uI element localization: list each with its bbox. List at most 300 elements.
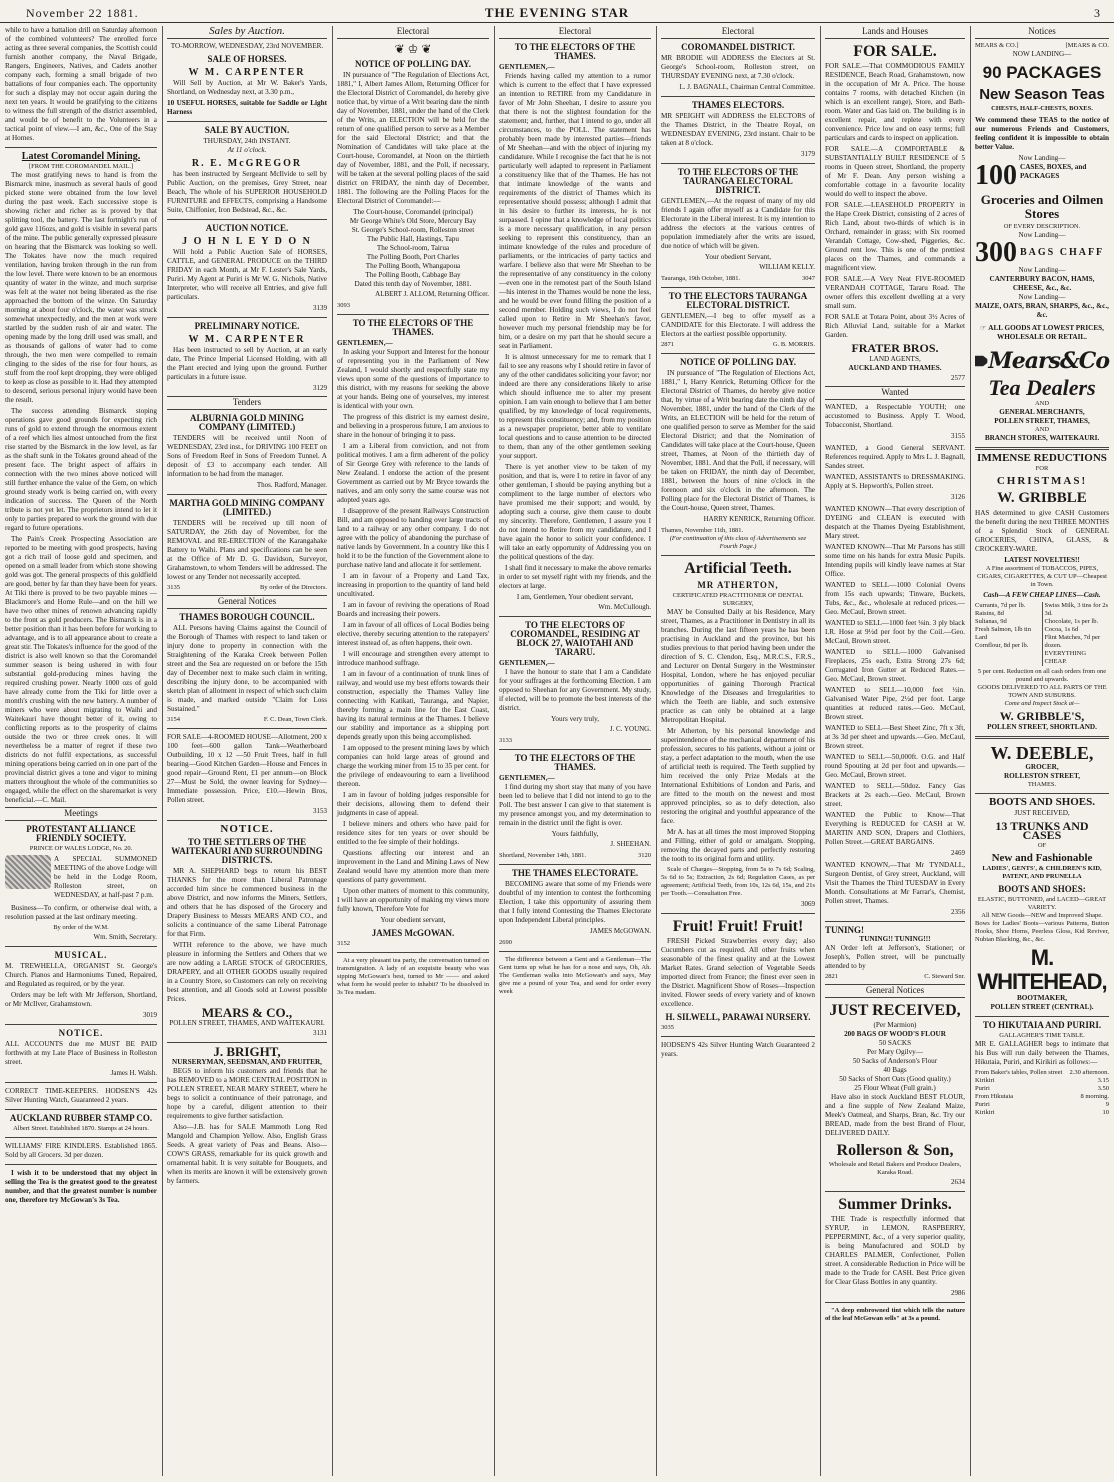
- column-1: [2, 26, 160, 1476]
- price-item: Fresh Salmon, 1lb tin: [975, 626, 1031, 633]
- address-title: TO THE ELECTORS OF COROMANDEL, RESIDING AT BLOCK 27, WAIOTAHI AND TARARU.: [510, 620, 640, 657]
- teeth-scale: Scale of Charges—Stopping, from 5s to 7s 6d; Scaling, 5s 6d to 5s; Extraction, 2s 6d; Regulation Cases, as per agreement; Artificial Teeth, from 10s, 12s 6d, 15s, and 21s per Tooth.—Consultation Free.: [661, 866, 815, 897]
- address-signature: WILLIAM KELLY.: [759, 263, 815, 271]
- mears-address: POLLEN STREET, THAMES, AND WAITEKAURI.: [169, 1019, 325, 1027]
- divider: [499, 616, 651, 617]
- inspect-note: Come and Inspect Stock at—: [1004, 700, 1080, 707]
- electoral-header: Electoral: [337, 26, 489, 39]
- divider: [661, 1036, 815, 1037]
- address-signature: J. C. YOUNG.: [609, 725, 651, 733]
- drinks-title: Summer Drinks.: [838, 1196, 952, 1213]
- column-rule: [494, 26, 495, 1476]
- tender-signature: Thos. Radford, Manager.: [256, 481, 327, 489]
- teeth-paragraph: Mr Atherton, by his personal knowledge and superintendence of the mechanical department of his profession, secures to his patients, without a joint or stay, a perfect adaptation to the mouth, when the use of artificial teeth is required. The Teeth supplied by him received the only Prize Medals at the International Exhibitions of London and Paris, and are fitted to the mouth on the newest and most approved principles, so as to defy detection, also restoring the original and youthful appearance of the face.: [661, 727, 815, 825]
- wanted-ad: WANTED, a Good General SERVANT. References required. Apply to Mrs L. J. Bagnall, Sandes street.: [825, 444, 965, 470]
- divider: [975, 447, 1109, 450]
- boots-shoes: BOOTS AND SHOES:: [998, 884, 1086, 894]
- deeble-town: THAMES.: [1027, 781, 1057, 788]
- fruit-text: FRESH Picked Strawberries every day; also Cucumbers cut as required. All other fruits when seasonable of the finest quality and at the Lowest Market Rates. Grand selection of Vegetable Seeds imported direct from France; the finest ever seen in the District. Magnificent Show of Roses—Inspection invited. Flower seeds of every variety and of known excellence.: [661, 937, 815, 1008]
- meeting-title: THAMES ELECTORS.: [691, 100, 785, 110]
- address-signature: G. B. MORRIS.: [772, 341, 815, 348]
- general-notices-header: General Notices: [825, 984, 965, 998]
- received-item: 50 SACKS: [878, 1039, 912, 1047]
- auction-when: TO-MORROW, WEDNESDAY, 23rd NOVEMBER.: [170, 42, 324, 50]
- divider: [661, 163, 815, 164]
- new-goods-line: All NEW Goods—NEW and Improved Shape.: [981, 912, 1103, 919]
- timetable-stop: Kirikiri: [975, 1077, 995, 1084]
- trunks-line: 13 TRUNKS AND CASES: [995, 819, 1089, 842]
- column-rule: [656, 26, 657, 1476]
- price-item: Flint Matches, 7d per dozen.: [1044, 634, 1101, 649]
- fashionable-line: New and Fashionable: [991, 852, 1093, 864]
- sale-listing: FOR SALE.—A COMFORTABLE & SUBSTANTIALLY BUILT RESIDENCE of 5 rooms in Queen street, Shortland, the property of Mr F. Dean. Any person wishing a comfortable cottage in a favourite locality would do well to inspect the above.: [825, 145, 965, 198]
- now-landing: Now Landing—: [1018, 231, 1066, 239]
- received-title: JUST RECEIVED,: [829, 1002, 961, 1019]
- divider: [661, 555, 815, 556]
- now-landing: NOW LANDING—: [1012, 50, 1072, 58]
- timetable-time: 3.15: [1097, 1077, 1109, 1084]
- received-item: 200 BAGS OF WOOD'S FLOUR: [844, 1030, 946, 1038]
- wanted-ad: WANTED KNOWN—That every description of DYEING and CLEAN is executed with despatch at the Thames Dyeing Establishment, Mary street.: [825, 505, 965, 540]
- drinks-number: 2986: [951, 1289, 965, 1297]
- address-paragraph: I am a Liberal from conviction, and not from political motives. I am a firm adherent of the policy of Sir George Grey with reference to the lands of New Zealand. I endorse the action of the present Government as carried out by Mr Bryce towards the natives, and am only sorry the same course was not adopted years ago.: [337, 442, 489, 504]
- wanted-ad: WANTED KNOWN—That Mr Parsons has still some time on his hands for extra Music Pupils. Intending pupils will kindly leave names at Star Office.: [825, 543, 965, 578]
- house-sale-number: 3153: [313, 807, 327, 815]
- address-close: I am, Gentlemen, Your obedient servant,: [516, 593, 634, 601]
- notice-header: NOTICE.: [58, 1028, 104, 1038]
- pafs-lodge: PRINCE OF WALES LODGE, No. 20.: [29, 845, 133, 852]
- mining-paragraph: The success attending Bismarck stoping operations gave good grounds for expecting rich runs of gold to extend through the enormous extent of a reef which lies almost untouched from the first rise started by the Bismarck in the low level, as far as the shaft sunk in the Tokates ground ahead of the present face. The bright aspect of affairs in connection with the two mines above noticed will still further enhance the value of the Gem, on which ground steady work is being carried on, with every indication of success. The Queen of the North tribute is not yet let. The proprietors intend to let it only to parties prepared to work the ground with due regard to future operations.: [5, 407, 157, 532]
- rollerson-trade: Wholesale and Retail Bakers and Produce Dealers, Karaka Road.: [828, 1161, 962, 1176]
- tender-signature: By order of the Directors.: [260, 584, 327, 591]
- address-number: 3152: [337, 940, 350, 947]
- pafs-text: A SPECIAL SUMMONED MEETING of the above Lodge will be held in the Lodge Room, Rolleston street, on WEDNESDAY, at half-past 7 p.m.: [54, 855, 157, 899]
- polling-places: [337, 208, 489, 280]
- reduction-note: 5 per cent. Reduction on all cash orders from one pound and upwards.: [977, 668, 1107, 683]
- whitehead-name: M. WHITEHEAD,: [977, 945, 1107, 994]
- pointing-hand-icon: [975, 348, 988, 374]
- address-paragraph: I am in favour of reviving the operations of Road Boards and increasing their powers.: [337, 601, 489, 618]
- address-paragraph: I am opposed to the present mining laws by which companies can hold large areas of ground and charge the working miner from 15 to 35 per cent. for the privilege of endeavouring to earn a livelihood thereon.: [337, 744, 489, 788]
- gribble-text: HAS determined to give CASH Customers the benefit during the next THREE MONTHS of a Splendid Stock of GENERAL GROCERIES, CHINA, GLASS, & CROCKERY-WARE.: [975, 509, 1109, 553]
- gribble-name: W. GRIBBLE: [997, 490, 1087, 506]
- address-salute: GENTLEMEN,—: [499, 659, 555, 667]
- royal-arms-icon: ❦ ♔ ❦: [394, 42, 432, 56]
- column-7: [972, 26, 1112, 1476]
- address-paragraph: The progress of this district is my earnest desire, and believing in a prosperous future, I am anxious to share in the honour of bringing it to pass.: [337, 413, 489, 439]
- chaff-line: BAGS CHAFF: [1020, 247, 1105, 258]
- address-salute: GENTLEMEN,—: [499, 774, 555, 782]
- maize-line: MAIZE, OATS, BRAN, SHARPS, &c., &c., &c.: [975, 302, 1109, 319]
- electoral-header: Electoral: [499, 26, 651, 39]
- wanted-number: 2469: [951, 849, 965, 857]
- wholesale-line: WHOLESALE OR RETAIL.: [997, 333, 1087, 341]
- groceries-headline: Groceries and Oilmen Stores: [980, 192, 1104, 221]
- closing-note: I wish it to be understood that my object in selling the Tea is the greatest good to the greatest number, and that the greatest number is number one, therefore try McGowan's 3s Tea.: [5, 1169, 157, 1204]
- notice-signature: James H. Walsh.: [110, 1069, 157, 1077]
- address-paragraph: I believe miners and others who have paid for residence sites for ten years or over should be entitled to the fee simple of their holdings.: [337, 820, 489, 846]
- auction-title: AUCTION NOTICE.: [205, 223, 289, 233]
- pafs-order: By order of the W.M.: [53, 924, 109, 931]
- elastic-line: ELASTIC, BUTTONED, and LACED—GREAT VARIETY.: [977, 896, 1107, 911]
- auction-title: SALE BY AUCTION.: [204, 125, 290, 135]
- address-number: 3133: [499, 737, 512, 744]
- address-paragraph: Upon other matters of moment to this community, I will have an opportunity of making my views more fully known, Therefore Vote for: [337, 887, 489, 913]
- auctioneer-name: J O H N L E Y D O N: [182, 236, 312, 247]
- general-notices-header: General Notices: [167, 595, 327, 609]
- polling-notice-text: IN pursuance of "The Regulation of Elections Act, 1881," I, Albert James Allom, Returning Officer for the Electoral District of Coromandel, do hereby give notice that, by virtue of a Writ bearing date the ninth day of November, 1881, under the hand of the Clerk of the Writs, an ELECTION will be held for the return of one qualified person to serve as a Member for the said Electoral District; and that the Nomination of Candidates will take place at the Court-house, Coromandel, at Noon on the thirtieth day of November, 1881, and the Poll, if necessary, will be taken at the several polling places of the said district on FRIDAY, the ninth day of December, 1881. The following are the Polling Places for the Electoral District of Coromandel:—: [337, 71, 489, 205]
- council-number: 3154: [167, 716, 180, 723]
- address-paragraph: GENTLEMEN,—At the request of many of my old friends I again offer myself as a Candidate for this Electorate in the Liberal interest. It is my intention to address the electors at the various centres of population immediately after the writs are issued, due notice of which will be given.: [661, 197, 815, 250]
- wanted-ad: WANTED, a Respectable YOUTH; one accustomed to Business. Apply T. Wood, Tobacconist, Shortland.: [825, 403, 965, 429]
- tea-dealers: Tea Dealers: [988, 375, 1096, 400]
- column-rule: [970, 26, 971, 1476]
- boots-header: BOOTS AND SHOES.: [988, 796, 1096, 808]
- mears-logo: Mears&Co: [988, 348, 1109, 374]
- auction-text: Will hold a Public Auction Sale of HORSES, CATTLE, and GENERAL PRODUCE on the THIRD FRIDAY in each Month, at Mr F. Lester's Sale Yards, Puriri. My Agent at Puriri is Mr W. G. Nichols, Native Interpreter, who will receive all Entries, and give full particulars.: [167, 248, 327, 301]
- address-paragraph: Questions affecting our interest and an improvement in the Land and Mining Laws of New Zealand would have my attention more than mere questions of party government.: [337, 849, 489, 884]
- column-4: [496, 26, 654, 1476]
- quantity-100: 100: [975, 163, 1017, 189]
- tenders-header: Tenders: [167, 396, 327, 410]
- frater-number: 2577: [951, 374, 965, 382]
- divider: [167, 820, 327, 821]
- divider: [167, 317, 327, 318]
- divider: [825, 1191, 965, 1192]
- divider: [5, 147, 157, 148]
- divider: [499, 864, 651, 865]
- mears-tag: MEARS & CO.]: [975, 42, 1019, 49]
- received-item: 25 Flour Wheat (Full grain.): [854, 1084, 936, 1092]
- notice-text: ALL ACCOUNTS due me MUST BE PAID forthwith at my Late Place of Business in Rolleston street.: [5, 1040, 157, 1066]
- received-item: 40 Bags: [883, 1066, 907, 1074]
- teas-headline: New Season Teas: [979, 86, 1105, 103]
- polling-number: 3093: [337, 302, 350, 309]
- divider: [5, 1164, 157, 1165]
- auctioneer-name: W M. CARPENTER: [188, 334, 306, 345]
- price-item: Chocolate, 1s per lb.: [1044, 618, 1099, 625]
- divider: [5, 1137, 157, 1138]
- polling-notice-text: IN pursuance of "The Regulation of Elections Act, 1881," I, Harry Kenrick, Returning Officer for the Electoral District of Thames, do hereby give notice that, by virtue of a Writ bearing date the ninth day of November, 1881, under the hand of the Clerk of the Writs, an ELECTION will be held for the return of one qualified person to serve as Member for the said Electoral District; and that the Nomination of Candidates will take place at the Court-house, Queen street, Thames, at Noon of the thirtieth day of November, 1881. And that the Poll, if necessary, will be taken on FRIDAY, the ninth day of December, 1881, between the hours of nine o'clock in the forenoon and six o'clock in the afternoon. The Polling place for the Electoral District of Thames, is the Court-house, Queen street, Thames.: [661, 369, 815, 512]
- pafs-business: Business—To confirm, or otherwise deal with, a resolution passed at the last ordinary meeting.: [5, 904, 157, 921]
- musical-orders: Orders may be left with Mr Jefferson, Shortland, or Mr McIlver, Grahamstown.: [5, 991, 157, 1008]
- price-item: Swiss Milk, 3 tins for 2s 3d.: [1044, 602, 1109, 617]
- price-item: Cornflour, 8d per lb.: [975, 642, 1029, 649]
- notices-header: Notices: [975, 26, 1109, 39]
- fruit-signature: H. SILWELL, PARAWAI NURSERY.: [665, 1012, 811, 1022]
- timetable-time: 9: [1105, 1101, 1109, 1108]
- auction-number: 3129: [313, 384, 327, 392]
- address-title: TO THE ELECTORS OF THE TAURANGA ELECTORAL DISTRICT.: [677, 167, 799, 195]
- wanted-header: Wanted: [825, 386, 965, 400]
- sale-listing: FOR SALE.—A Very Neat FIVE-ROOMED VERANDAH COTTAGE, Tararu Road. The owner offers this excellent dwelling at a very small sum.: [825, 275, 965, 310]
- rollerson-name: Rollerson & Son,: [836, 1142, 954, 1159]
- closing-note: "A deep embrowned tint which tells the nature of the leaf McGowan sells" at 3s a pound.: [825, 1307, 965, 1322]
- gribble-name: W. GRIBBLE'S,: [999, 709, 1085, 723]
- meetings-header: Meetings: [5, 807, 157, 821]
- divider: [5, 1024, 157, 1025]
- auction-number: 3139: [313, 304, 327, 312]
- electorate-text: BECOMING aware that some of my Friends were doubtful of my intention to contest the forthcoming Election, I take this opportunity of assuring them that I fully intend Contesting the Thames Electorate upon Independent Liberal principles.: [499, 880, 651, 924]
- received-item: 50 Sacks of Short Oats (Good quality.): [839, 1075, 951, 1083]
- tender-text: TENDERS will be received up till noon of SATURDAY, the 26th day of November, for the REMOVAL and RE-ERECTION of the Karangahake Battery to Waihi. Plans and specifications can be seen at the Office of Mr D. G. Davidson, Surveyor, Grahamstown, to whom Tenders will be addressed. The lowest or any Tender not necessarily accepted.: [167, 519, 327, 581]
- page-number: 3: [1094, 6, 1100, 20]
- wanted-ad: WANTED to SELL—Best Sheet Zinc, 7ft x 3ft, at 3s 3d per sheet and upwards.—Geo. McCaul, Brown street.: [825, 724, 965, 750]
- address-paragraph: I find during my short stay that many of you have been led to believe that I did not intend to go to the Poll. The best answer I can give to that statement is my presence amongst you, and my determination to remain in the district until the fight is over.: [499, 783, 651, 827]
- address-paragraph: Friends having called my attention to a rumor which is current to the effect that I have expressed an intention to RETIRE from my Candidature in favor of Mr John Sheehan, I desire to assure you that there is not the slightest foundation for the statement; and, further, that I intend to go, under all circumstances, to the POLL. The statement has probably been made by interested parties—friends of Mr Sheehan—and with the object of injuring my candidature. While I recognise the fact that he is not particularly well adapted to represent in Parliament a constituency like that of the Thames. He has not that intimate knowledge of the wants and requirements of the district of Thames which its representative should possess; although I admit that in his desire to further its interests, he is not surpassed. I opine that a knowledge of local politics is a more necessary qualification, in any person seeking to represent this constituency, than an intimate knowledge of the rules and procedure of parliaments, or the intricacies of party tactics and warfare. I believe also that were Mr Sheehan to be the representative of any constituency in the colony—even one in the remotest part of the South Island—his interest in the Thames would be none the less, and he would be ever found filling the position of a second member. Holding such views, I do not feel called upon to Retire in Mr Sheehan's favor, however much my personal friendship may be for him, or a desire on my part that he should secure a seat in Parliament.: [499, 72, 651, 350]
- price-item: Raisins, 8d: [975, 610, 1004, 617]
- tender-number: 3135: [167, 584, 180, 591]
- musical-text: M. TREWHELLA, ORGANIST St. George's Church. Pianos and Harmoniums Tuned, Repaired, and Regulated as required, or by the year.: [5, 962, 157, 988]
- address-paragraph: I will encourage and strengthen every attempt to introduce manhood suffrage.: [337, 650, 489, 667]
- timetable-row: [975, 1109, 1109, 1117]
- auction-text: Will Sell by Auction, at Mr W. Baker's Yards, Shortland, on Wednesday next, at 3.30 p.m.,: [167, 79, 327, 96]
- lands-header: Lands and Houses: [825, 26, 965, 39]
- address-place: Shortland, November 14th, 1881.: [499, 852, 587, 859]
- tea-anecdote: The difference between a Gent and a Gentleman—The Gent turns up what he has for a nose and says, Oh, Ah. The Gentleman walks into McGowan's and says, May give me a pound of your Tea, and send for order every week: [499, 956, 651, 995]
- divider: [825, 921, 965, 922]
- address-title: TO THE ELECTORS OF THE THAMES.: [514, 753, 636, 772]
- divider: [825, 1302, 965, 1303]
- all-goods: ALL GOODS AT LOWEST PRICES,: [988, 324, 1104, 332]
- polling-notice-title: NOTICE OF POLLING DAY.: [354, 59, 472, 69]
- address-close: Your obedient Servant,: [704, 253, 772, 261]
- continuation-note: (For continuation of this class of Advertisements see Fourth Page.): [669, 535, 807, 550]
- fruit-title: Fruit! Fruit! Fruit!: [672, 918, 804, 935]
- address-paragraph: It is almost unnecessary for me to remark that I fail to see any reasons why I should retire in favor of any of the other candidates soliciting your favor; nor indeed are there any considerations likely to arise which should influence me to alter my present opinion. I am vain enough to believe that I am better qualified, by my knowledge of local requirements, to represent this constituency; and, from my position as a newspaper proprietor, better able to ventilate local questions and to cause attention to be directed to them, than any of the other gentlemen seeking your support.: [499, 353, 651, 460]
- address-number: 2871: [661, 341, 674, 348]
- polling-notice-title: NOTICE OF POLLING DAY.: [679, 357, 797, 367]
- every-description: OF EVERY DESCRIPTION.: [1003, 223, 1081, 230]
- address-signature: Wm. McCullough.: [598, 603, 651, 611]
- wanted-ad: WANTED KNOWN,—That Mr TYNDALL, Surgeon Dentist, of Grey street, Auckland, will Visit the Thames the Third TUESDAY in Every Month. Consultations at Mr Farrar's, Chemist, Pollen street, Thames.: [825, 861, 965, 905]
- council-text: ALL Persons having Claims against the Council of the Borough of Thames with respect to land taken or injury done to property in connection with the Straightening of the Karaka Creek between Pollen street and the Sea are requested on or before the 15th day of December next to make such claim in writing, describing the injury done, to be accompanied with sketch plan of allotment in respect of which such claim is made, and marked outside "Claim for Loss Sustained.": [167, 624, 327, 713]
- mears-tag: [MEARS & CO.: [1065, 42, 1109, 49]
- timetable-row: [975, 1101, 1109, 1109]
- mining-paragraph: The most gratifying news to hand is from the Bismarck mine, inasmuch as several hauls of good picked stone were obtained from the low level during the past week. Each successive stope is showing richer and richer as is proved by that splitting tool, the battery. The last fortnight's run of gold gave 116ozs, and gold is visible in several parts of the mine. The public generally expressed pleasure on hearing that the Bismarck was looking so well. The Tokates have now the much required ventilation, having broken through in the run from the low level. There were known to be an enormous quantity of water in the winze, and much surprise was felt at the water not being liberated as the rise approached the bottom of the winze. On Saturday morning at about four o'clock, the water was struck somewhat unexpectedly, and the men at work were startled by the sudden rush of air and water. The opening made by the long drill used was small, and as thousands of gallons of water had to come through, the two men were compelled to remain clinging to the sides of the rise for four hours, as stuff from the roof kept dropping, they were obliged to keep as close as possible to it. Had they attempted to descend, serious personal injury would have been the result.: [5, 171, 157, 404]
- divider: [661, 353, 815, 354]
- canterbury-line: CANTERBURY BACON, HAMS, CHEESE, &c., &c.: [989, 275, 1095, 292]
- price-item: Currants, 7d per lb.: [975, 602, 1026, 609]
- general-merchants: GENERAL MERCHANTS,: [999, 408, 1085, 416]
- divider: [167, 121, 327, 122]
- received-text: Have also in stock Auckland BEST FLOUR, and a fine supple of New Zealand Maize, Meek's Oatmeal, and Sharps, Bran, &c. Try our BREAD, made from the best Brand of Flour, DELIVERED DAILY.: [825, 1093, 965, 1137]
- address-salute: GENTLEMEN,—: [337, 339, 393, 347]
- wanted-ad: WANTED to SELL—50doz. Fancy Gas Brackets at 2s each.—Geo. McCaul, Brown street.: [825, 782, 965, 808]
- auction-title: PRELIMINARY NOTICE.: [194, 321, 300, 331]
- now-landing: Now Landing—: [1018, 266, 1066, 274]
- price-item: Sultanas, 9d: [975, 618, 1007, 625]
- tuning-number: 2821: [825, 973, 838, 980]
- settlers-header: NOTICE.: [220, 823, 274, 835]
- paper-title: THE EVENING STAR: [484, 5, 630, 20]
- auction-text: Has been instructed to sell by Auction, at an early date, The Prince Imperial Licensed Holding, with all the Plant erected and lying upon the ground. Further particulars in a future issue.: [167, 346, 327, 381]
- and-word: AND: [1034, 400, 1050, 407]
- divider: [5, 1082, 157, 1083]
- timetable-row: [975, 1085, 1109, 1093]
- immense-reductions: IMMENSE REDUCTIONS: [977, 452, 1107, 464]
- house-sale-ad: FOR SALE—4-ROOMED HOUSE—Allotment, 200 x 100 feet—600 gallon Tank—Weatherboard Outbuilding, 10 x 12 —50 Fruit Trees, half in full bearing—Good Kitchen Garden—House and Fences in good repair—Ground Rent, £1 per annum—on Block 27—Must be Sold, the owner leaving for Sydney—Immediate possession. Price, £10.—Hewin Bros, Pollen street.: [167, 733, 327, 804]
- mears-name: MEARS & CO.,: [201, 1005, 293, 1020]
- address-paragraph: I disapprove of the present Railways Construction Bill, and am opposed to handing over large tracts of land to a railway or any other company. I do not agree with the policy of abandoning the purchase of native lands by Government. In a country like this I hold it to be the function of the Government alone to purchase native land and allocate it for settlement.: [337, 507, 489, 569]
- wanted-ad: WANTED, ASSISTANTS to DRESSMAKING. Apply at S. Hepworth's, Pollen street.: [825, 473, 965, 490]
- divider: [167, 219, 327, 220]
- address-paragraph: In asking your Support and Interest for the honour of representing you in the Parliament of New Zealand, I would shortly and respectfully state my views upon some of the questions of importance to this district, with my reasons for seeking the above at your hands. Being one of yourselves, my interest is identical with your own.: [337, 348, 489, 410]
- address-paragraph: I shall find it necessary to make the above remarks in order to set myself right with my friends, and the electors at large.: [499, 564, 651, 590]
- tender-title: ALBURNIA GOLD MINING COMPANY (LIMITED.): [189, 413, 304, 432]
- address-paragraph: I am in favour of holding judges responsible for their decisions, allowing them to defend their judgments in case of appeal.: [337, 791, 489, 817]
- timetable-row: [975, 1077, 1109, 1085]
- timetable-stop: Kirikiri: [975, 1109, 995, 1116]
- council-signature: F. C. Dean, Town Clerk.: [263, 716, 327, 723]
- tuning-signature: C. Steward Snr.: [924, 973, 965, 980]
- pafs-signature: Wm. Smith, Secretary.: [93, 933, 157, 941]
- price-item: Lard: [975, 634, 988, 641]
- gallagher-text: MR E. GALLAGHER begs to intimate that his Bus will run daily between the Thames, Hikutaia, Puriri, and Kirikiri as follows:—: [975, 1040, 1109, 1066]
- divider: [661, 96, 815, 97]
- divider: [661, 913, 815, 914]
- tender-text: TENDERS will be received until Noon of WEDNESDAY, 23rd inst., for DRIVING 100 FEET on Sons of Freedom Reef in Sons of Freedom Tunnel. A deposit of £3 to accompany each tender. All information to be had from the manager.: [167, 434, 327, 478]
- whitehead-trade: BOOTMAKER,: [1016, 994, 1068, 1002]
- tuning-text: AN Order left at Jefferson's, Stationer; or Joseph's, Pollen street, will be punctually attended to by: [825, 944, 965, 970]
- address-close: Your obedient servant,: [380, 916, 446, 924]
- for-sale-header: FOR SALE.: [853, 43, 937, 60]
- tobacco-line: A Fine assortment of TOBACCOS, PIPES, CIGARS, CIGARETTES, & CUT UP—Cheapest in Town.: [977, 565, 1107, 588]
- christmas-line: CHRISTMAS!: [996, 475, 1088, 487]
- just-received: JUST RECEIVED,: [1014, 809, 1070, 817]
- price-list: [975, 602, 1109, 666]
- stamp-title: AUCKLAND RUBBER STAMP CO.: [9, 1113, 153, 1123]
- electorate-signature: JAMES McGOWAN.: [589, 927, 651, 935]
- dentist-name: MR ATHERTON,: [697, 580, 779, 590]
- musical-header: MUSICAL.: [54, 950, 108, 960]
- deeble-trade: GROCER,: [1025, 763, 1059, 771]
- packages-headline: 90 PACKAGES: [982, 63, 1102, 82]
- ladies-line: LADIES', GENTS', & CHILDREN'S KID, PATENT, AND PRUNELLA: [982, 865, 1102, 880]
- auction-text: has been instructed by Sergeant McIlvide to sell by Public Auction, on the premises, Grey Street, near Beach, The whole of his SUPERIOR HOUSEHOLD FURNITURE and EFFECTS, comprising a Handsome Suite, Chiffonier, Iron Bedstead, &c., &c.: [167, 170, 327, 214]
- bright-paragraph: BEGS to inform his customers and friends that he has REMOVED to a MORE CENTRAL POSITION in POLLEN STREET, NEAR MARY STREET, where he begs to solicit a continuance of their patronage, and hope by a careful, diligent attention to their requirements to give further satisfaction.: [167, 1067, 327, 1120]
- frater-address: AUCKLAND AND THAMES.: [848, 364, 942, 372]
- stamp-text: Albert Street. Established 1870. Stamps at 24 hours.: [13, 1125, 149, 1132]
- branch-stores: BRANCH STORES, WAITEKAURI.: [984, 434, 1100, 442]
- and-word: AND: [1034, 426, 1050, 433]
- mining-source: [FROM THE COROMANDEL MAIL.]: [29, 163, 133, 170]
- sale-listing: FOR SALE at Totara Point, about 3½ Acres of Rich Alluvial Land, suitable for a Market Garden.: [825, 313, 965, 339]
- received-item: 50 Sacks of Anderson's Flour: [852, 1057, 938, 1065]
- lodge-emblem-icon: [5, 855, 51, 889]
- meeting-text: MR BRODIE will ADDRESS the Electors at St. George's School-room, Rolleston street, on THURSDAY EVENING next, at 7.30 o'clock.: [661, 54, 815, 80]
- polling-signature: HARRY KENRICK, Returning Officer.: [703, 515, 815, 523]
- tuning-header: TUNING!: [825, 925, 865, 935]
- column-rule: [162, 26, 163, 1476]
- auction-time: At 11 o'clock.: [227, 146, 267, 154]
- divider: [5, 1109, 157, 1110]
- deeble-name: W. DEEBLE,: [990, 743, 1094, 763]
- polling-place: Mr George White's Old Store, Mercury Bay: [349, 217, 477, 225]
- price-item: EVERYTHING CHEAP.: [1044, 650, 1087, 665]
- novelties-line: LATEST NOVELTIES!!: [1004, 556, 1080, 564]
- address-paragraph: There is yet another view to be taken of my position, and that is, were I to retire in favor of any other gentleman, I should be paying anything but a compliment to the large number of electors who have promised me their support; and would, by adopting such a course, give them cause to doubt my sincerity. Therefore, Gentlemen, I assure you I do not intend to Retire from my candidature, and I have again the honor to solicit your confidence. I will take an early opportunity of Addressing you on the political questions of the day.: [499, 463, 651, 561]
- address-close: Yours very truly,: [550, 715, 600, 723]
- masthead: [0, 0, 1114, 23]
- auction-header: Sales by Auction.: [167, 26, 327, 39]
- tuning-sub: TUNING!! TUNING!!!: [859, 935, 931, 943]
- dentist-credentials: CERTIFICATED PRACTITIONER OF DENTAL SURGERY,: [672, 592, 804, 607]
- watch-ad: HODSEN'S 42s Silver Hunting Watch Guaranteed 2 years.: [661, 1041, 815, 1058]
- timekeepers-ad: CORRECT TIME-KEEPERS. HODSEN'S 42s Silver Hunting Watch, Guaranteed 2 years.: [5, 1087, 157, 1104]
- wanted-ad: WANTED to SELL—1000 Galvanised Fireplaces, 25s each, Extra Strong 27s 6d; Corrugated Iron Gutter at Reduced Rates.—Geo. McCaul, Brown street.: [825, 648, 965, 683]
- settlers-paragraph: WITH reference to the above, we have much pleasure in informing the Settlers and Others that we are now adding a LARGE STOCK of GROCERIES, DRAPERY, and all OTHER GOODS usually required in a Country Store, so Customers can rely on receiving best attention, and all Goods sold at Lowest possible Prices.: [167, 941, 327, 1003]
- council-title: THAMES BOROUGH COUNCIL.: [179, 612, 315, 622]
- timetable-stop: From Hikutaia: [975, 1093, 1014, 1100]
- meeting-signature: L. J. BAGNALL, Chairman Central Committee.: [679, 83, 815, 91]
- bright-paragraph: Also—J.B. has for SALE Mammoth Long Red Mangold and Champion Yellow. Also, English Grass Seeds. A great variety of Peas and Beans. Also—COW'S GRASS, remarkable for its quick growth and ornamental habit. It is very suitable for Bouquets, and when its merits are known it will be extensively grown by farmers.: [167, 1123, 327, 1185]
- address-number: 3047: [802, 275, 815, 282]
- cash-line: Cash—A FEW CHEAP LINES—Cash.: [983, 591, 1101, 599]
- timetable-time: 10: [1102, 1109, 1109, 1116]
- polling-place: The Court-house, Coromandel (principal): [353, 208, 473, 216]
- electorate-title: THE THAMES ELECTORATE.: [511, 868, 639, 878]
- sale-listing: FOR SALE.—LEASEHOLD PROPERTY in the Hape Creek District, consisting of 2 acres of Rich Land, about two-thirds of which is in Orchard, remainder in grass; with Six roomed Verandah Cottage, Cow-shed, Piggeries, &c. Ground rent low. This is one of the prettiest places on the Thames, and commands a magnificent view.: [825, 201, 965, 272]
- wanted-ad: WANTED to SELL—10,000 feet ½in. Galvanised Water Pipe, 2½d per foot. Large quantities at reduced rates.—Geo. McCaul, Brown street.: [825, 686, 965, 721]
- column-rule: [332, 26, 333, 1476]
- frater-name: FRATER BROS.: [851, 341, 939, 355]
- meeting-title: COROMANDEL DISTRICT.: [681, 42, 795, 52]
- timetable: [975, 1069, 1109, 1117]
- price-item: Cocoa, 1s 6d: [1044, 626, 1079, 633]
- polling-signature: ALBERT J. ALLOM, Returning Officer.: [375, 290, 489, 298]
- tender-title: MARTHA GOLD MINING COMPANY (LIMITED.): [169, 498, 325, 517]
- auction-title: SALE OF HORSES.: [207, 54, 287, 64]
- timetable-stop: Puriri: [975, 1085, 990, 1092]
- sale-listing: FOR SALE.—That COMMODIOUS FAMILY RESIDENCE, Beach Road, Grahamstown, now in the occupation of Mr A. Price. The house contains 7 rooms, with detached Kitchen (in which is an excellent range), Store, and Bath-room. Water and Gas laid on. The building is in excellent repair, and replete with every convenience. Price low and on easy terms; full particulars and cards to inspect on application.: [825, 62, 965, 142]
- divider: [167, 1042, 327, 1043]
- polling-place: The Polling Booth, Cabbage Bay: [365, 271, 461, 279]
- recommend-text: We commend these TEAS to the notice of our numerous Friends and Customers, feeling confident it is impossible to obtain better Value.: [975, 116, 1109, 151]
- timetable-stop: From Baker's tables, Pollen street: [975, 1069, 1063, 1076]
- column-2: [164, 26, 330, 1476]
- now-landing: Now Landing—: [1018, 293, 1066, 301]
- electorate-number: 2690: [499, 939, 512, 946]
- address-salute: GENTLEMEN,—: [499, 63, 555, 71]
- mears-number: 3131: [313, 1029, 327, 1037]
- address-title: TO THE ELECTORS TAURANGA ELECTORAL DISTRICT.: [668, 291, 808, 310]
- settlers-title: TO THE SETTLERS OF THE WAITEKAURI AND SURROUNDING DISTRICTS.: [171, 837, 323, 865]
- bright-name: J. BRIGHT,: [213, 1044, 281, 1059]
- address-signature: J. SHEEHAN.: [610, 840, 651, 848]
- wanted-ad: WANTED to SELL—50,000ft. O.G. and Half round Spouting at 2d per foot and upwards.—Geo. McCaul, Brown street.: [825, 753, 965, 779]
- divider: [975, 793, 1109, 794]
- polling-place: The Polling Booth, Port Charles: [366, 253, 460, 261]
- received-items: [825, 1030, 965, 1093]
- address-number: 3120: [638, 852, 651, 859]
- address-title: TO THE ELECTORS OF THE THAMES.: [352, 318, 474, 337]
- bright-trade: NURSERYMAN, SEEDSMAN, AND FRUITER,: [172, 1058, 322, 1066]
- bows-line: Bows for Ladies' Boots—various Patterns, Button Hooks, Shoe Horns, Peerless Gloss, Kid Reviver, Nubian Blacking, &c., &c.: [975, 920, 1109, 943]
- column-3: [334, 26, 492, 1476]
- issue-date: November 22 1881.: [26, 6, 139, 20]
- column-5: [658, 26, 818, 1476]
- column-rule: [820, 26, 821, 1476]
- address-paragraph: I have the honour to state that I am a Candidate for your suffrages at the forthcoming Election. I am opposed to Sheehan for any Government. My study, if elected, will be to promote the best interests of the district.: [499, 668, 651, 712]
- divider: [975, 736, 1109, 739]
- auction-when: THURSDAY, 24th INSTANT.: [203, 137, 291, 145]
- divider: [167, 494, 327, 495]
- wanted-ad: WANTED to SELL—1000 Colonial Ovens from 15s each upwards; Tinware, Buckets, Tubs, &c., &c., wholesale at reduced prices.—Geo. McCaul, Brown street.: [825, 581, 965, 616]
- auctioneer-name: R. E. McGREGOR: [191, 158, 303, 169]
- of-word: OF: [1037, 842, 1047, 849]
- divider: [337, 952, 489, 953]
